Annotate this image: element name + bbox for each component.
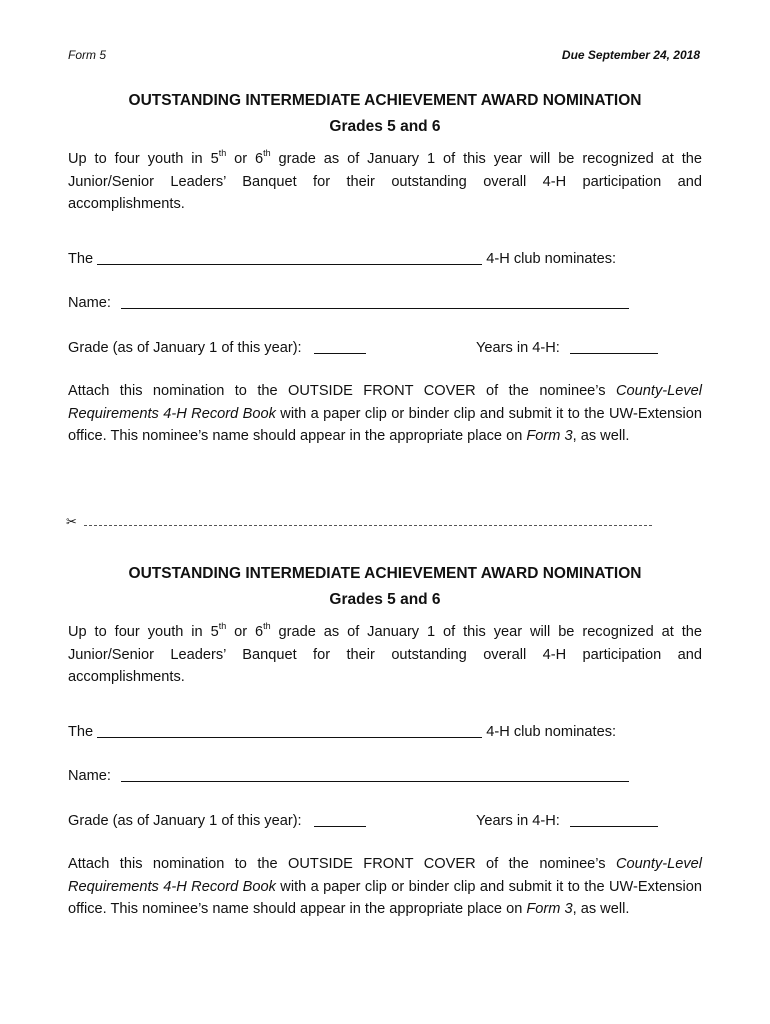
years-label: Years in 4-H:: [476, 813, 560, 829]
years-line: [476, 337, 658, 358]
years-field[interactable]: [570, 812, 658, 827]
name-field[interactable]: [121, 767, 629, 782]
section-title: OUTSTANDING INTERMEDIATE ACHIEVEMENT AWARD NOMINATION: [128, 565, 642, 582]
club-name-field[interactable]: [97, 250, 482, 265]
scissors-icon: ✂: [66, 514, 77, 529]
years-field[interactable]: [570, 339, 658, 354]
nomination-section-1: [68, 88, 702, 444]
name-label: Name:: [68, 768, 111, 784]
grade-line: [68, 337, 366, 358]
club-line: [68, 248, 616, 269]
club-suffix: 4-H club nominates:: [486, 251, 617, 267]
grade-label: Grade (as of January 1 of this year):: [68, 813, 302, 829]
due-date: Due September 24, 2018: [561, 48, 700, 62]
grade-field[interactable]: [314, 812, 366, 827]
cut-line: [66, 515, 656, 531]
dashed-divider: [84, 525, 652, 526]
grade-line: [68, 810, 366, 831]
years-label: Years in 4-H:: [476, 340, 560, 356]
grade-field[interactable]: [314, 339, 366, 354]
page-header: [68, 48, 700, 66]
club-line: [68, 721, 616, 742]
section-subtitle: Grades 5 and 6: [329, 591, 441, 608]
grade-label: Grade (as of January 1 of this year):: [68, 340, 302, 356]
club-prefix: The: [68, 251, 94, 267]
name-line: [68, 292, 629, 313]
name-label: Name:: [68, 295, 111, 311]
nomination-section-2: [68, 561, 702, 917]
intro-paragraph: Up to four youth in 5th or 6th grade as of January 1 of this year will be recognized at the Junior/Senior Leaders’ Banquet for their outstanding overall 4-H participation and accomplishments.: [68, 621, 702, 685]
club-suffix: 4-H club nominates:: [486, 724, 617, 740]
name-line: [68, 765, 629, 786]
attach-instructions: Attach this nomination to the OUTSIDE FRONT COVER of the nominee’s County-Level Requirements 4-H Record Book with a paper clip or binder clip and submit it to the UW-Extension office. This nominee’s name should appear in the appropriate place on Form 3, as well.: [68, 383, 702, 444]
section-title: OUTSTANDING INTERMEDIATE ACHIEVEMENT AWARD NOMINATION: [128, 92, 642, 109]
years-line: [476, 810, 658, 831]
name-field[interactable]: [121, 294, 629, 309]
club-name-field[interactable]: [97, 723, 482, 738]
attach-instructions: Attach this nomination to the OUTSIDE FRONT COVER of the nominee’s County-Level Requirements 4-H Record Book with a paper clip or binder clip and submit it to the UW-Extension office. This nominee’s name should appear in the appropriate place on Form 3, as well.: [68, 856, 702, 917]
club-prefix: The: [68, 724, 94, 740]
form-label: Form 5: [68, 48, 107, 62]
section-subtitle: Grades 5 and 6: [329, 118, 441, 135]
intro-paragraph: Up to four youth in 5th or 6th grade as of January 1 of this year will be recognized at the Junior/Senior Leaders’ Banquet for their outstanding overall 4-H participation and accomplishments.: [68, 148, 702, 212]
